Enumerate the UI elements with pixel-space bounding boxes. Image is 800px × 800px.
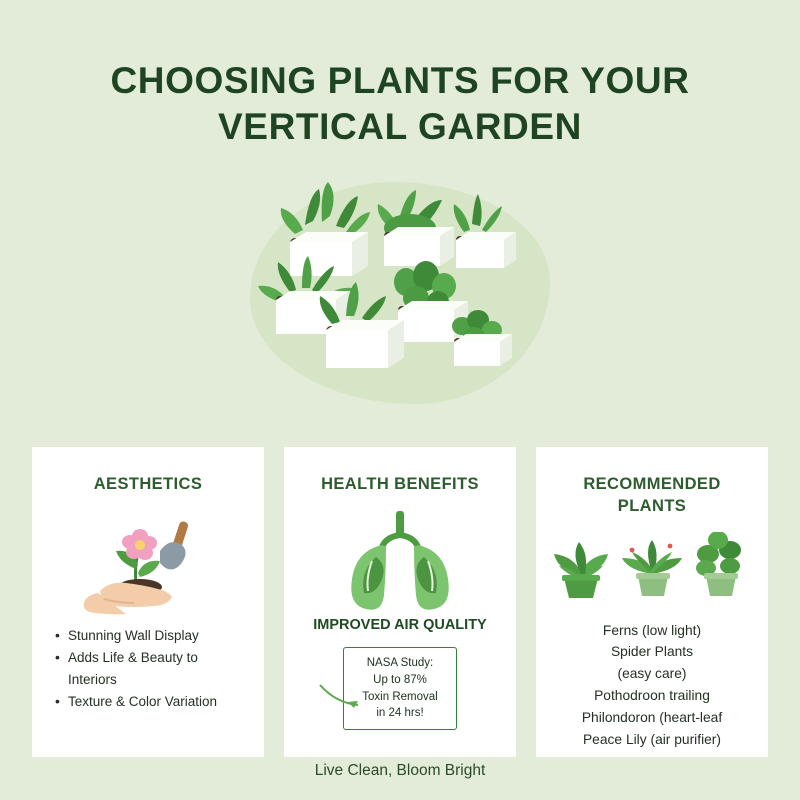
- list-item: Pothodroon trailing: [594, 687, 710, 703]
- list-item: • Adds Life & Beauty to Interiors: [54, 647, 248, 691]
- card-aesthetics-title: AESTHETICS: [93, 475, 203, 493]
- card-health-benefits: [284, 447, 516, 757]
- vertical-garden-wall-planters-icon: [250, 170, 550, 420]
- rec-title-line-2: PLANTS: [617, 497, 687, 516]
- aesthetics-bullet-list: [48, 625, 248, 712]
- recommended-plants-list: [552, 620, 752, 751]
- rec-title-line-1: RECOMMENDED: [583, 475, 721, 493]
- cards-row: [0, 447, 800, 757]
- lungs-with-leaves-icon: [300, 505, 500, 613]
- card-recommended-plants: [536, 447, 768, 757]
- improved-air-quality-label: IMPROVED AIR QUALITY: [313, 617, 487, 634]
- callout-line: Toxin Removal: [362, 690, 438, 703]
- hand-holding-flower-and-trowel-icon: [48, 507, 248, 617]
- arrow-icon: [318, 681, 364, 711]
- footer-tagline: Live Clean, Bloom Bright: [314, 762, 486, 779]
- three-potted-plants-icon: [552, 532, 752, 610]
- list-item: • Texture & Color Variation: [54, 691, 248, 713]
- callout-line: Up to 87%: [373, 673, 427, 686]
- callout-line: in 24 hrs!: [376, 707, 424, 720]
- callout-line: NASA Study:: [366, 657, 434, 670]
- page-title: [0, 58, 800, 151]
- card-recommended-plants-title: [552, 473, 752, 518]
- list-item: Peace Lily (air purifier): [582, 731, 722, 747]
- list-item: Spider Plants: [610, 644, 694, 660]
- hero-illustration: [250, 170, 550, 420]
- list-item: • Stunning Wall Display: [54, 625, 248, 647]
- card-health-benefits-title: HEALTH BENEFITS: [321, 475, 479, 493]
- list-item: (easy care): [617, 666, 687, 682]
- title-line-1: CHOOSING PLANTS FOR YOUR: [110, 60, 690, 101]
- title-line-2: VERTICAL GARDEN: [218, 106, 582, 148]
- list-item: Philondoron (heart-leaf: [581, 709, 723, 725]
- list-item: Ferns (low light): [602, 622, 702, 638]
- card-aesthetics: [32, 447, 264, 757]
